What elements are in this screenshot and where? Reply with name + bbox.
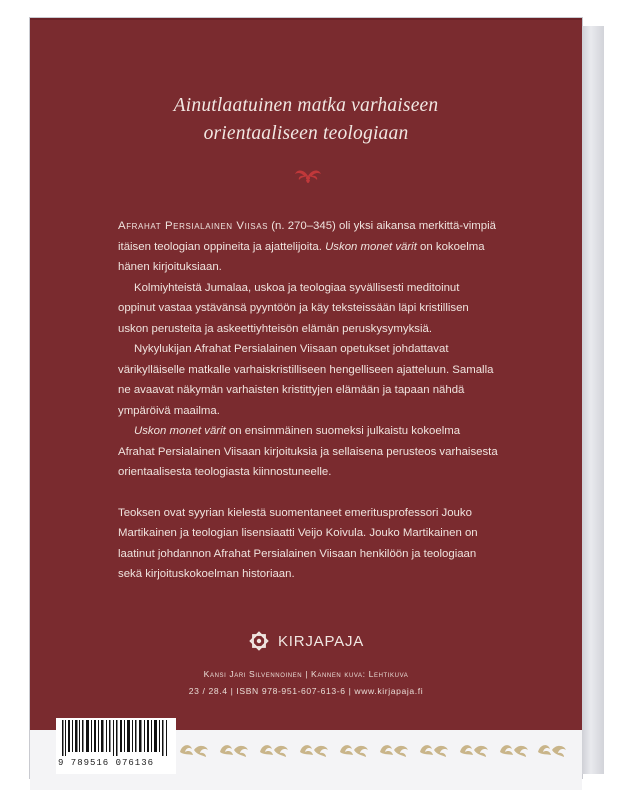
- p1-text-a: (n. 270–345) oli yksi aikansa merkittä-vimpiä itäisen teologian oppineita ja ajattelijoita.: [118, 220, 497, 253]
- barcode-digits: 9 789516 076136: [58, 758, 155, 768]
- translators-paragraph: Teoksen ovat syyrian kielestä suomentaneet emeritusprofessori Jouko Martikainen ja teologian lisensiaatti Veijo Koivula. Jouko Martikainen on laatinut johdannon Afrahat Persialainen Viisaan henkilöön ja teologiaan sekä kirjoituskokoelman historiaan.: [118, 506, 478, 580]
- star-flower-icon: [248, 630, 270, 652]
- credits: [30, 666, 582, 700]
- credits-line-1: Kansi Jari Silvennoinen | Kannen kuva: Lehtikuva: [203, 669, 409, 679]
- publisher-name: KIRJAPAJA: [277, 632, 365, 650]
- p1-text-b: on kokoelma hänen kirjoituksiaan.: [118, 240, 485, 273]
- blurb-paragraph-3: Nykylukijan Afrahat Persialainen Viisaan opetukset johdattavat värikylläiselle matkalle varhaiskristilliseen hengelliseen ajatteluun. Samalla ne avaavat näkymän varhaisten kristittyjen elämään ja tapaan nähdä ympäröivä maailma.: [118, 343, 494, 417]
- author-name: Afrahat Persialainen Viisas: [118, 220, 269, 232]
- floral-band-icon: [176, 738, 568, 762]
- book-title: Uskon monet värit: [134, 425, 226, 437]
- barcode-bars-icon: [56, 718, 176, 758]
- tagline: [30, 92, 582, 148]
- credits-line-2: 23 / 28.4 | ISBN 978-951-607-613-6 | www.kirjapaja.fi: [188, 686, 424, 696]
- blurb-paragraph-1: [118, 216, 498, 278]
- book-back-cover: [30, 18, 582, 778]
- tagline-line-1: Ainutlaatuinen matka varhaiseen: [173, 95, 439, 116]
- floral-ornament-icon: [292, 166, 324, 186]
- blurb: [118, 216, 498, 585]
- p4-text: on ensimmäinen suomeksi julkaistu kokoelma Afrahat Persialainen Viisaan kirjoituksia ja sellaisena perusteos varhaisesta orientaalisesta teologiasta kiinnostuneelle.: [118, 425, 498, 478]
- book-title: Uskon monet värit: [325, 240, 417, 253]
- cover-panel: [30, 18, 582, 732]
- book-edge: [582, 26, 604, 774]
- publisher-logo: [30, 630, 582, 652]
- blurb-paragraph-2: Kolmiyhteistä Jumalaa, uskoa ja teologiaa syvällisesti meditoinut oppinut vastaa ystävänsä pyyntöön ja käy teksteissään läpi kristillisen uskon perusteita ja askeettiyhteisön elämän peruskysymyksiä.: [118, 281, 469, 335]
- blurb-paragraph-4: [118, 421, 498, 483]
- barcode: [56, 718, 176, 774]
- tagline-line-2: orientaaliseen teologiaan: [203, 123, 409, 144]
